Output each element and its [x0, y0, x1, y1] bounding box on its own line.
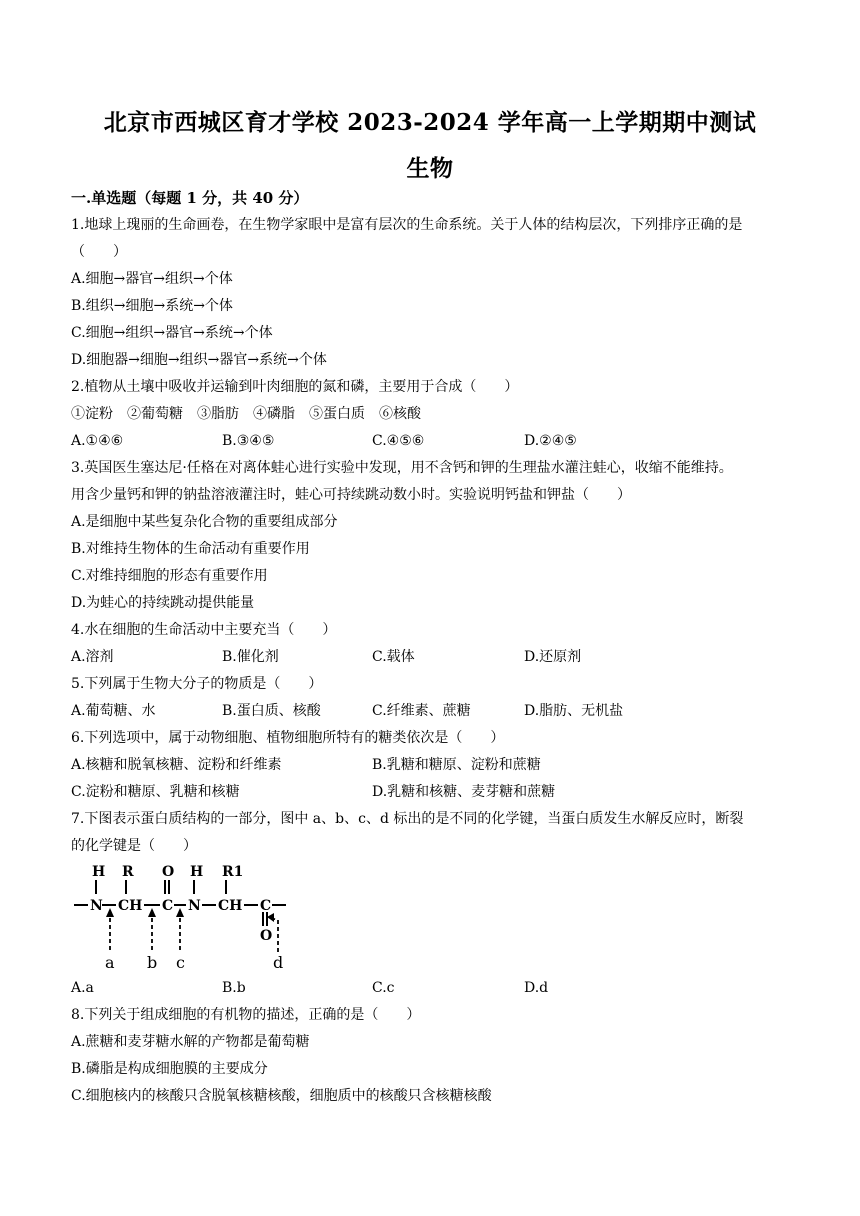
atom-o-top: O [162, 864, 175, 880]
q8-option-b: B.磷脂是构成细胞膜的主要成分 [71, 1061, 268, 1077]
bond-label-a: a [105, 953, 115, 972]
bond-label-c: c [176, 953, 185, 972]
q8-stem: 8.下列关于组成细胞的有机物的描述，正确的是（ ） [71, 1007, 421, 1023]
atom-h-2: H [190, 864, 204, 880]
atom-ch-2: CH [218, 898, 243, 914]
q2-option-c: C.④⑤⑥ [372, 433, 425, 449]
q6-option-b: B.乳糖和糖原、淀粉和蔗糖 [372, 757, 541, 773]
bond-label-b: b [147, 953, 158, 972]
q3-stem-line2: 用含少量钙和钾的钠盐溶液灌注时，蛙心可持续跳动数小时。实验说明钙盐和钾盐（ ） [71, 487, 631, 503]
q2-stem: 2.植物从土壤中吸收并运输到叶肉细胞的氮和磷，主要用于合成（ ） [71, 379, 519, 395]
q2-option-d: D.②④⑤ [524, 433, 577, 449]
q7-stem-line2: 的化学键是（ ） [71, 838, 197, 854]
q3-option-a: A.是细胞中某些复杂化合物的重要组成部分 [71, 514, 338, 530]
q4-option-c: C.载体 [372, 649, 415, 665]
q7-stem-line1: 7.下图表示蛋白质结构的一部分，图中 a、b、c、d 标出的是不同的化学键，当蛋白质发生水解反应时，断裂 [71, 811, 744, 827]
q3-option-c: C.对维持细胞的形态有重要作用 [71, 568, 268, 584]
q7-option-b: B.b [222, 980, 246, 996]
bond-label-d: d [273, 953, 284, 972]
q1-option-d: D.细胞器→细胞→组织→器官→系统→个体 [71, 352, 327, 368]
q3-option-d: D.为蛙心的持续跳动提供能量 [71, 595, 255, 611]
q5-option-b: B.蛋白质、核酸 [222, 703, 321, 719]
atom-r1: R1 [222, 864, 244, 880]
q6-option-a: A.核糖和脱氧核糖、淀粉和纤维素 [71, 757, 282, 773]
q1-stem-line1: 1.地球上瑰丽的生命画卷，在生物学家眼中是富有层次的生命系统。关于人体的结构层次，下列排序正确的是 [71, 217, 743, 233]
q3-option-b: B.对维持生物体的生命活动有重要作用 [71, 541, 310, 557]
q8-option-a: A.蔗糖和麦芽糖水解的产物都是葡萄糖 [71, 1034, 310, 1050]
q2-option-a: A.①④⑥ [71, 433, 124, 449]
q2-option-b: B.③④⑤ [222, 433, 275, 449]
q4-option-b: B.催化剂 [222, 649, 279, 665]
q8-option-c: C.细胞核内的核酸只含脱氧核糖核酸，细胞质中的核酸只含核糖核酸 [71, 1088, 492, 1104]
q7-option-c: C.c [372, 980, 395, 996]
q6-option-d: D.乳糖和核糖、麦芽糖和蔗糖 [372, 784, 556, 800]
q1-stem-line2: （ ） [71, 244, 127, 260]
q2-items: ①淀粉 ②葡萄糖 ③脂肪 ④磷脂 ⑤蛋白质 ⑥核酸 [71, 406, 421, 422]
q5-option-a: A.葡萄糖、水 [71, 703, 156, 719]
q7-option-a: A.a [71, 980, 94, 996]
atom-n-2: N [188, 898, 201, 914]
exam-subject: 生物 [406, 155, 454, 182]
atom-ch-1: CH [118, 898, 143, 914]
q1-option-b: B.组织→细胞→系统→个体 [71, 298, 233, 314]
q6-stem: 6.下列选项中，属于动物细胞、植物细胞所特有的糖类依次是（ ） [71, 730, 505, 746]
atom-o-bottom: O [260, 928, 273, 944]
q5-stem: 5.下列属于生物大分子的物质是（ ） [71, 676, 323, 692]
q5-option-d: D.脂肪、无机盐 [524, 703, 624, 719]
atom-n-1: N [90, 898, 103, 914]
q7-option-d: D.d [524, 980, 549, 996]
q4-option-d: D.还原剂 [524, 649, 582, 665]
q1-option-a: A.细胞→器官→组织→个体 [71, 271, 233, 287]
q3-stem-line1: 3.英国医生塞达尼·任格在对离体蛙心进行实验中发现，用不含钙和钾的生理盐水灌注蛙心，收缩不能维持。 [71, 460, 733, 476]
q6-option-c: C.淀粉和糖原、乳糖和核糖 [71, 784, 240, 800]
q4-option-a: A.溶剂 [71, 649, 114, 665]
q4-stem: 4.水在细胞的生命活动中主要充当（ ） [71, 622, 337, 638]
exam-title: 北京市西城区育才学校 2023-2024 学年高一上学期期中测试 [103, 109, 757, 136]
atom-c-1: C [162, 898, 174, 914]
section-heading: 一.单选题（每题 1 分，共 40 分） [71, 189, 309, 207]
q5-option-c: C.纤维素、蔗糖 [372, 703, 471, 719]
atom-r: R [122, 864, 134, 880]
peptide-structure-figure [72, 860, 302, 975]
atom-h-1: H [92, 864, 106, 880]
atom-c-2: C [260, 898, 272, 914]
q1-option-c: C.细胞→组织→器官→系统→个体 [71, 325, 273, 341]
